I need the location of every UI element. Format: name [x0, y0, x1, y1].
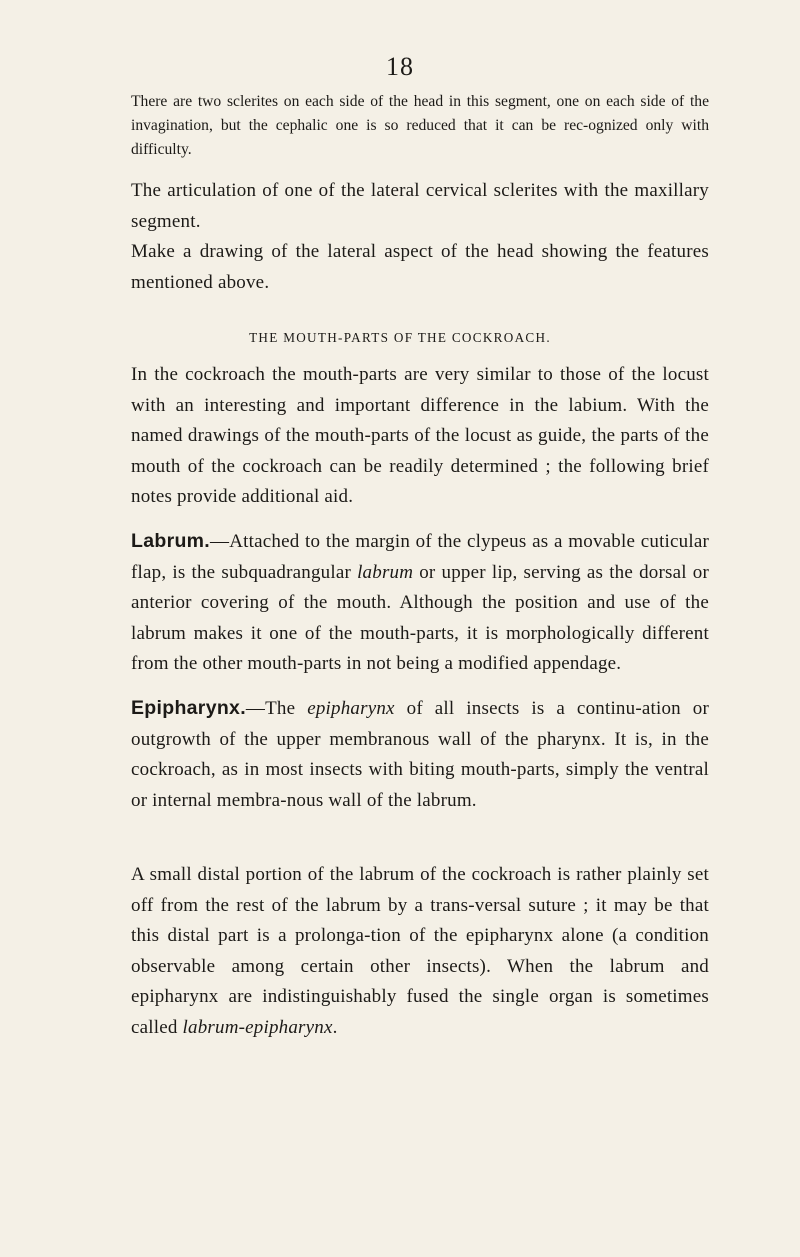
- distal-portion-paragraph: [131, 860, 709, 1043]
- epipharynx-heading: Epipharynx.: [131, 697, 246, 719]
- labrum-term: labrum: [357, 561, 414, 583]
- epipharynx-text-before: —The: [245, 698, 308, 719]
- labrum-epipharynx-term: labrum-epipharynx: [182, 1016, 333, 1038]
- drawing-instruction-paragraph: Make a drawing of the lateral aspect of the head showing the features mentioned above.: [131, 241, 709, 293]
- articulation-paragraph: The articulation of one of the lateral cervical sclerites with the maxillary segment.: [131, 180, 709, 232]
- distal-text: A small distal portion of the labrum of the cockroach is rather plainly set off from the rest of the labrum by a trans-versal suture ; it may be that this distal part is a prolonga-tion of the epipharynx alone (a condition observable among certain other insects). When the labrum and epipharynx are indistinguishably fused the single organ is sometimes called: [131, 864, 709, 1038]
- epipharynx-paragraph: [131, 693, 709, 816]
- epipharynx-text-after: of all insects is a continu-ation or outgrowth of the upper membranous wall of the pharynx. It is, in the cockroach, as in most insects with biting mouth-parts, simply the ventral or internal membra-nous wall of the labrum.: [131, 698, 709, 811]
- section-heading: THE MOUTH-PARTS OF THE COCKROACH.: [249, 330, 551, 345]
- labrum-paragraph: [131, 526, 709, 680]
- labrum-text-after: or upper lip, serving as the dorsal or anterior covering of the mouth. Although the position and use of the labrum makes it one of the mouth-parts, it is morphologically different from the other mouth-parts in not being a modified appendage.: [131, 561, 709, 674]
- sclerites-paragraph: There are two sclerites on each side of the head in this segment, one on each side of the invagination, but the cephalic one is so reduced that it can be rec-ognized only with difficulty.: [131, 93, 709, 158]
- cockroach-intro-paragraph: In the cockroach the mouth-parts are very similar to those of the locust with an interesting and important difference in the labium. With the named drawings of the mouth-parts of the locust as guide, the parts of the mouth of the cockroach can be readily determined ; the following brief notes provide additional aid.: [131, 364, 709, 507]
- labrum-text-before: —Attached to the margin of the clypeus as a movable cuticular flap, is the subquadrangular: [131, 531, 709, 583]
- distal-end: .: [332, 1016, 338, 1038]
- epipharynx-term: epipharynx: [307, 698, 395, 719]
- page-number: 18: [386, 52, 414, 81]
- labrum-heading: Labrum.: [131, 530, 211, 552]
